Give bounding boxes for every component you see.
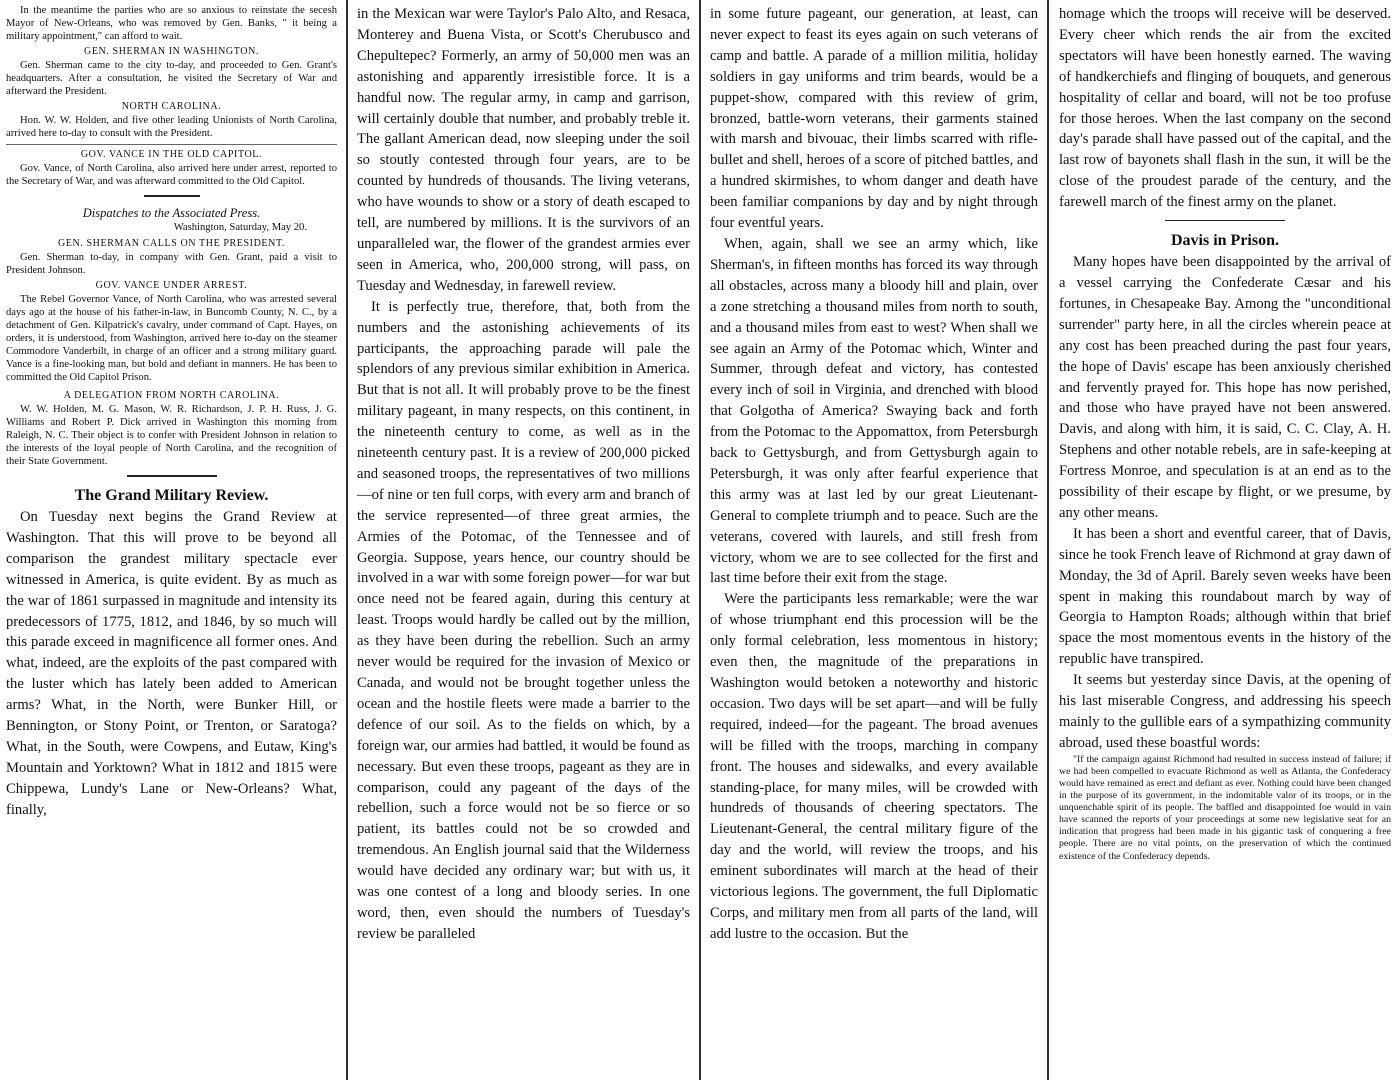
article-paragraph: The Rebel Governor Vance, of North Carolina, who was arrested several days ago at the house of his father-in-law, in Buncomb County, N. C., by a detachment of Gen. Kilpatrick's cavalry, under command of Capt. Hayes, on orders, it is understood, from Washington, arrived here to-day on the steamer Commodore Vanderbilt, in charge of an officer and a strong military guard. Vance is a fine-looking man, but bold and defiant in manners. He has been to committed the Old Capitol Prison. (6, 294, 337, 383)
article-paragraph: in some future pageant, our generation, at least, can never expect to feast its eyes again on such veterans of camp and battle. A parade of a million militia, holiday soldiers in gay uniforms and trim beards, would be a puppet-show, compared with this review of grim, bronzed, battle-worn veterans, their garments stained with marsh and bivouac, their limbs scarred with rifle-bullet and shell, heroes of a score of pitched battles, and a hundred skirmishes, to whom danger and death have been familiar companions by day and by night through four eventful years. (710, 6, 1038, 232)
article-paragraph: On Tuesday next begins the Grand Review at Washington. That this will prove to be beyond all comparison the grandest military spectacle ever witnessed in America, is quite evident. By as much as the war of 1861 surpassed in magnitude and intensity its predecessors of 1775, 1812, and 1846, by so much will this parade exceed in magnificence all former ones. And what, indeed, are the exploits of the past compared with the luster which has lately been added to American arms? What, in the North, were Bunker Hill, or Bennington, or Stony Point, or Trenton, or Saratoga? What, in the South, were Cowpens, and Eutaw, King's Mountain and Yorktown? What in 1812 and 1815 were Chippewa, Lundy's Lane or New-Orleans? What, finally, (6, 509, 337, 818)
article-title: Davis in Prison. (1170, 232, 1279, 250)
dateline: Washington, Saturday, May 20. (173, 222, 307, 233)
column-rule (699, 0, 701, 1080)
article-paragraph: In the meantime the parties who are so anxious to reinstate the secesh Mayor of New-Orleans, who was removed by Gen. Banks, " it being a military appointment," can afford to wait. (6, 5, 337, 42)
article-title: The Grand Military Review. (74, 487, 269, 504)
article-paragraph: Many hopes have been disappointed by the arrival of a vessel carrying the Confederate Cæsar and his fortunes, in Chesapeake Bay. Among the "unconditional surrender" party here, in all the circles wherein peace at any cost has been preached during the past four years, the hope of Davis' escape has been anxiously cherished and fervently prayed for. This hope has now perished, and those who have prayed have not been answered. Davis, and along with him, it is said, C. C. Clay, A. H. Stephens and other notable rebels, are in safe-keeping at Fortress Monroe, and speculation is at an end as to the possibility of their escape by flight, or we presume, by any other means. (1059, 254, 1391, 521)
article-paragraph: When, again, shall we see an army which, like Sherman's, in fifteen months has forced its way through all obstacles, across many a bloody hill and plain, over a zone stretching a thousand miles from north to south, and a thousand miles from east to west? When shall we see again an Army of the Potomac which, Winter and Summer, through defeat and victory, has contested every inch of soil in Virginia, and drenched with blood that Golgotha of America? Swaying back and forth from the Potomac to the Appomattox, from Petersburgh back to Gettysburgh, and from Gettysburgh again to Petersburgh, it was only after fearful experience that this army was at last led by our great Lieutenant-General to complete triumph and to peace. Such are the veterans, covered with laurels, and still fresh from victory, whom we are to see collected for the first and last time before their exit from the stage. (710, 235, 1038, 587)
column-rule (1047, 0, 1049, 1080)
column-4 (1053, 0, 1397, 1080)
article-paragraph: Gov. Vance, of North Carolina, also arrived here under arrest, reported to the Secretary of War, and was afterward committed to the Old Capitol. (6, 163, 337, 187)
article-paragraph: It has been a short and eventful career, that of Davis, since he took French leave of Richmond at gray dawn of Monday, the 3d of April. Barely seven weeks have been spent in making this roundabout march by way of Georgia to Hampton Roads; although within that brief space the most momentous events in the history of the republic have transpired. (1059, 525, 1391, 668)
article-paragraph: Were the participants less remarkable; were the war of whose triumphant end this procession will be the only formal celebration, less momentous in history; even then, the magnitude of the preparations in Washington would betoken a noteworthy and historic occasion. Two days will be set apart—and will be fully required, indeed—for the pageant. The broad avenues will be filled with the troops, marching in company front. The houses and sidewalks, and every available standing-place, for many miles, will be crowded with hundreds of thousands of cheering spectators. The Lieutenant-General, the central military figure of the day and the world, will review the troops, and his eminent subordinates will march at the head of their victorious legions. The government, the full Diplomatic Corps, and military men from all parts of the land, will add lustre to the occasion. But the (710, 591, 1038, 942)
column-2 (351, 0, 696, 1080)
article-paragraph: Hon. W. W. Holden, and five other leading Unionists of North Carolina, arrived here to-day to consult with the President. (6, 115, 337, 139)
article-paragraph: It seems but yesterday since Davis, at the opening of his last miserable Congress, and addressing his speech mainly to the gullible ears of a sympathizing community abroad, used these boastful words: (1059, 672, 1391, 751)
subheading: GEN. SHERMAN CALLS ON THE PRESIDENT. (57, 238, 286, 249)
divider (6, 144, 337, 145)
article-paragraph: in the Mexican war were Taylor's Palo Alto, and Resaca, Monterey and Buena Vista, or Scott's Cherubusco and Chepultepec? Formerly, an army of 50,000 men was an astonishing and apparently irresistible force. It is a handful now. The regular army, in camp and garrison, will certainly double that number, and probably treble it. The gallant American dead, now sleeping under the soil so stoutly contested through four years, are to be counted by hundreds of thousands. The living veterans, who have wounds to show or a story of death escaped to tell, are numbered by millions. It is the survivors of an unparalleled war, the flower of the grandest armies ever seen in America, who, 200,000 strong, will pass, on Tuesday and Wednesday, in farewell review. (357, 6, 690, 294)
section-title: Dispatches to the Associated Press. (82, 206, 261, 220)
article-paragraph: It is perfectly true, therefore, that, both from the numbers and the astonishing achievements of its participants, the approaching parade will pale the splendors of any previous similar exhibition in America. But that is not all. It will probably prove to be the finest military pageant, in many respects, on this continent, in the nineteenth century to come, as well as in the nineteenth century past. It is a review of 200,000 picked and seasoned troops, the representatives of two millions—of nine or ten full corps, with every arm and branch of the service represented—of three great armies, the Armies of the Potomac, of the Tennessee and of Georgia. Suppose, years hence, our country should be involved in a war with some foreign power—for war but once need not be feared again, during this century at least. Troops would hardly be called out by the million, as they have been during the rebellion. Such an army never would be required for the invasion of Mexico or Canada, and would not be brought together unless the ocean and the hostile fleets were made a barrier to the defence of our soil. As to the fields on which, by a foreign war, our armies had battled, it would be found as necessary. But even these troops, pageant as they are in comparison, could any pageant of the days of the rebellion, such a force would not be so fierce or so patient, its battles could not be so crowded and tremendous. An English journal said that the Wilderness would have decided any ordinary war; but with us, it was one contest of a long and bloody series. In one word, then, even should the numbers of Tuesday's review be paralleled (357, 298, 690, 942)
quotation: "If the campaign against Richmond had resulted in success instead of failure; if we had been compelled to evacuate Richmond as well as Atlanta, the Confederacy would have remained as erect and defiant as ever. Nothing could have been changed in the purpose of its government, in the indomitable valor of its troops, or in the unquenchable spirit of its people. The baffled and disappointed foe would in vain have scanned the reports of your proceedings at some new legislative seat for an indication that progress had been made in his gigantic task of conquering a free people. There are no vital points, on the preservation of which the continued existence of the Confederacy depends. (1059, 753, 1391, 862)
subheading: GOV. VANCE UNDER ARREST. (95, 280, 248, 291)
article-paragraph: Gen. Sherman to-day, in company with Gen. Grant, paid a visit to President Johnson. (6, 252, 337, 276)
subheading: A DELEGATION FROM NORTH CAROLINA. (63, 390, 280, 401)
column-3 (704, 0, 1044, 1080)
column-rule (346, 0, 348, 1080)
article-paragraph: Gen. Sherman came to the city to-day, and proceeded to Gen. Grant's headquarters. After a consultation, he visited the Secretary of War and afterward the President. (6, 60, 337, 97)
divider (6, 191, 337, 201)
column-1 (0, 0, 343, 1080)
subheading: GEN. SHERMAN IN WASHINGTON. (84, 46, 259, 57)
subheading: NORTH CAROLINA. (121, 101, 222, 112)
article-paragraph: homage which the troops will receive will be deserved. Every cheer which rends the air from the excited spectators will have been honestly earned. The waving of handkerchiefs and flinging of bouquets, and generous hospitality of cellar and board, will not be too profuse for those heroes. When the last company on the second day's parade shall have passed out of the capital, and the last row of bayonets shall flash in the sun, it will be the close of the proudest parade of the century, and the farewell march of the finest army on the planet. (1059, 6, 1391, 211)
subheading: GOV. VANCE IN THE OLD CAPITOL. (80, 149, 263, 160)
divider (1059, 216, 1391, 226)
divider (6, 471, 337, 481)
article-paragraph: W. W. Holden, M. G. Mason, W. R. Richardson, J. P. H. Russ, J. G. Williams and Robert P. Dick arrived in Washington this morning from Raleigh, N. C. Their object is to confer with President Johnson in relation to the interests of the loyal people of North Carolina, and the recognition of their State Government. (6, 404, 337, 467)
